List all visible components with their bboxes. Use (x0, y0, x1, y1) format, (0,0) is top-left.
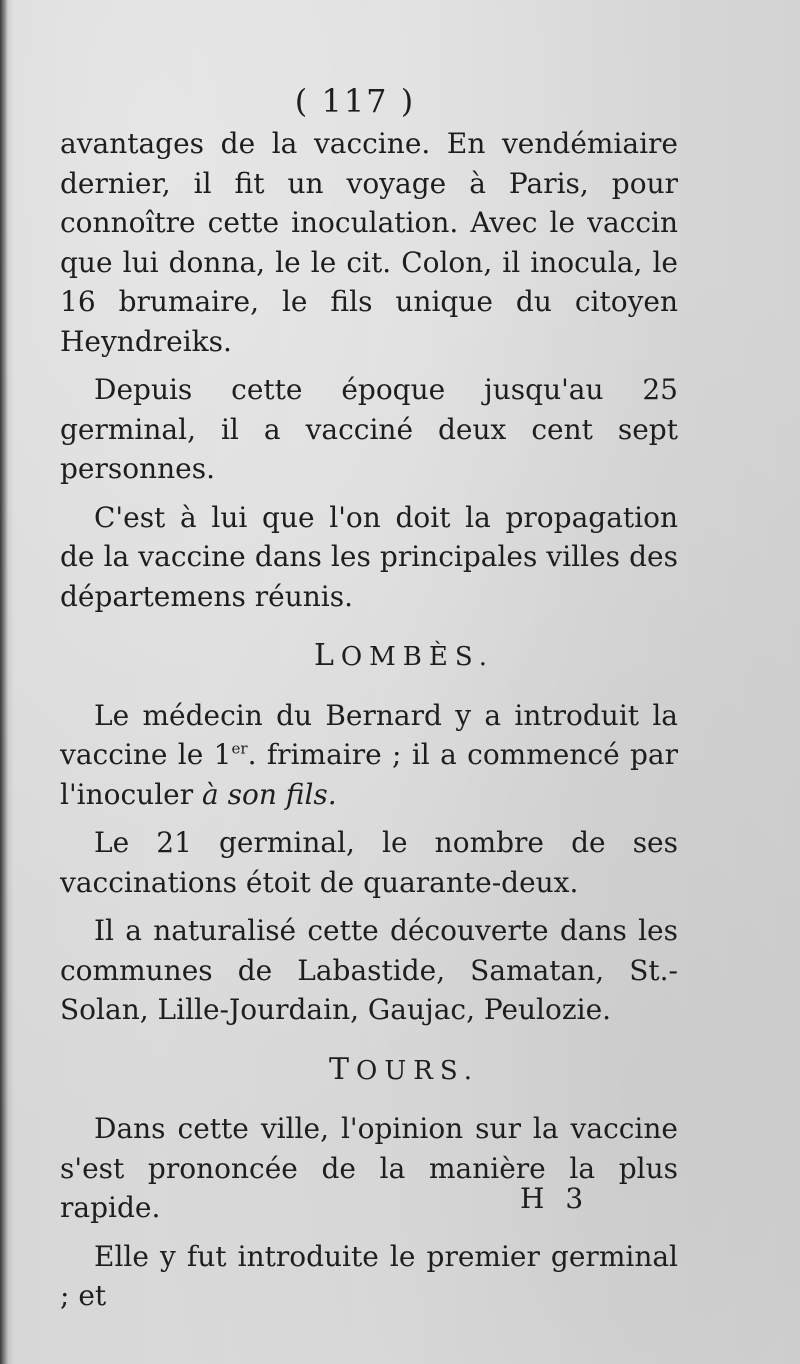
page-body (60, 124, 678, 1325)
paragraph-germinal-count: Le 21 germinal, le nombre de ses vaccinations étoit de quarante-deux. (60, 826, 678, 899)
italic-son-fils: à son fils. (202, 777, 337, 811)
paragraph-bernard-part-a: Le médecin du Bernard y a introduit la vaccine le 1 (60, 698, 678, 771)
heading-rest: OURS. (356, 1055, 479, 1086)
paragraph-bernard (60, 696, 678, 815)
section-heading-lombes (60, 636, 678, 678)
section-heading-tours (60, 1050, 678, 1092)
page-number: ( 117 ) (294, 82, 416, 120)
paragraph-opinion: Dans cette ville, l'opinion sur la vaccine s'est prononcée de la manière la plus rapide. (60, 1112, 678, 1224)
printer-signature-mark: H 3 (520, 1182, 590, 1215)
paragraph-bernard-part-b: . frimaire ; il a commencé par l'inoculer (60, 738, 678, 811)
heading-initial: L (313, 638, 341, 673)
page-binding-edge (0, 0, 8, 1364)
heading-initial: T (329, 1051, 357, 1087)
paragraph-vaccine-paris: avantages de la vaccine. En vendémiaire dernier, il fit un voyage à Paris, pour connoître cette inoculation. Avec le vaccin que lui donna, le le cit. Colon, il inocula, le 16 brumaire, le fils unique du citoyen Heyndreiks. (60, 127, 678, 358)
paragraph-introduite: Elle y fut introduite le premier germinal ; et (60, 1239, 678, 1312)
paragraph-depuis: Depuis cette époque jusqu'au 25 germinal, il a vacciné deux cent sept personnes. (60, 373, 678, 485)
superscript-er: er (231, 739, 248, 758)
paragraph-communes: Il a naturalisé cette découverte dans les communes de Labastide, Samatan, St.-Solan, Lille-Jourdain, Gaujac, Peulozie. (60, 914, 678, 1026)
heading-rest: OMBÈS. (340, 642, 495, 672)
paragraph-propagation: C'est à lui que l'on doit la propagation de la vaccine dans les principales villes des départemens réunis. (60, 500, 678, 613)
